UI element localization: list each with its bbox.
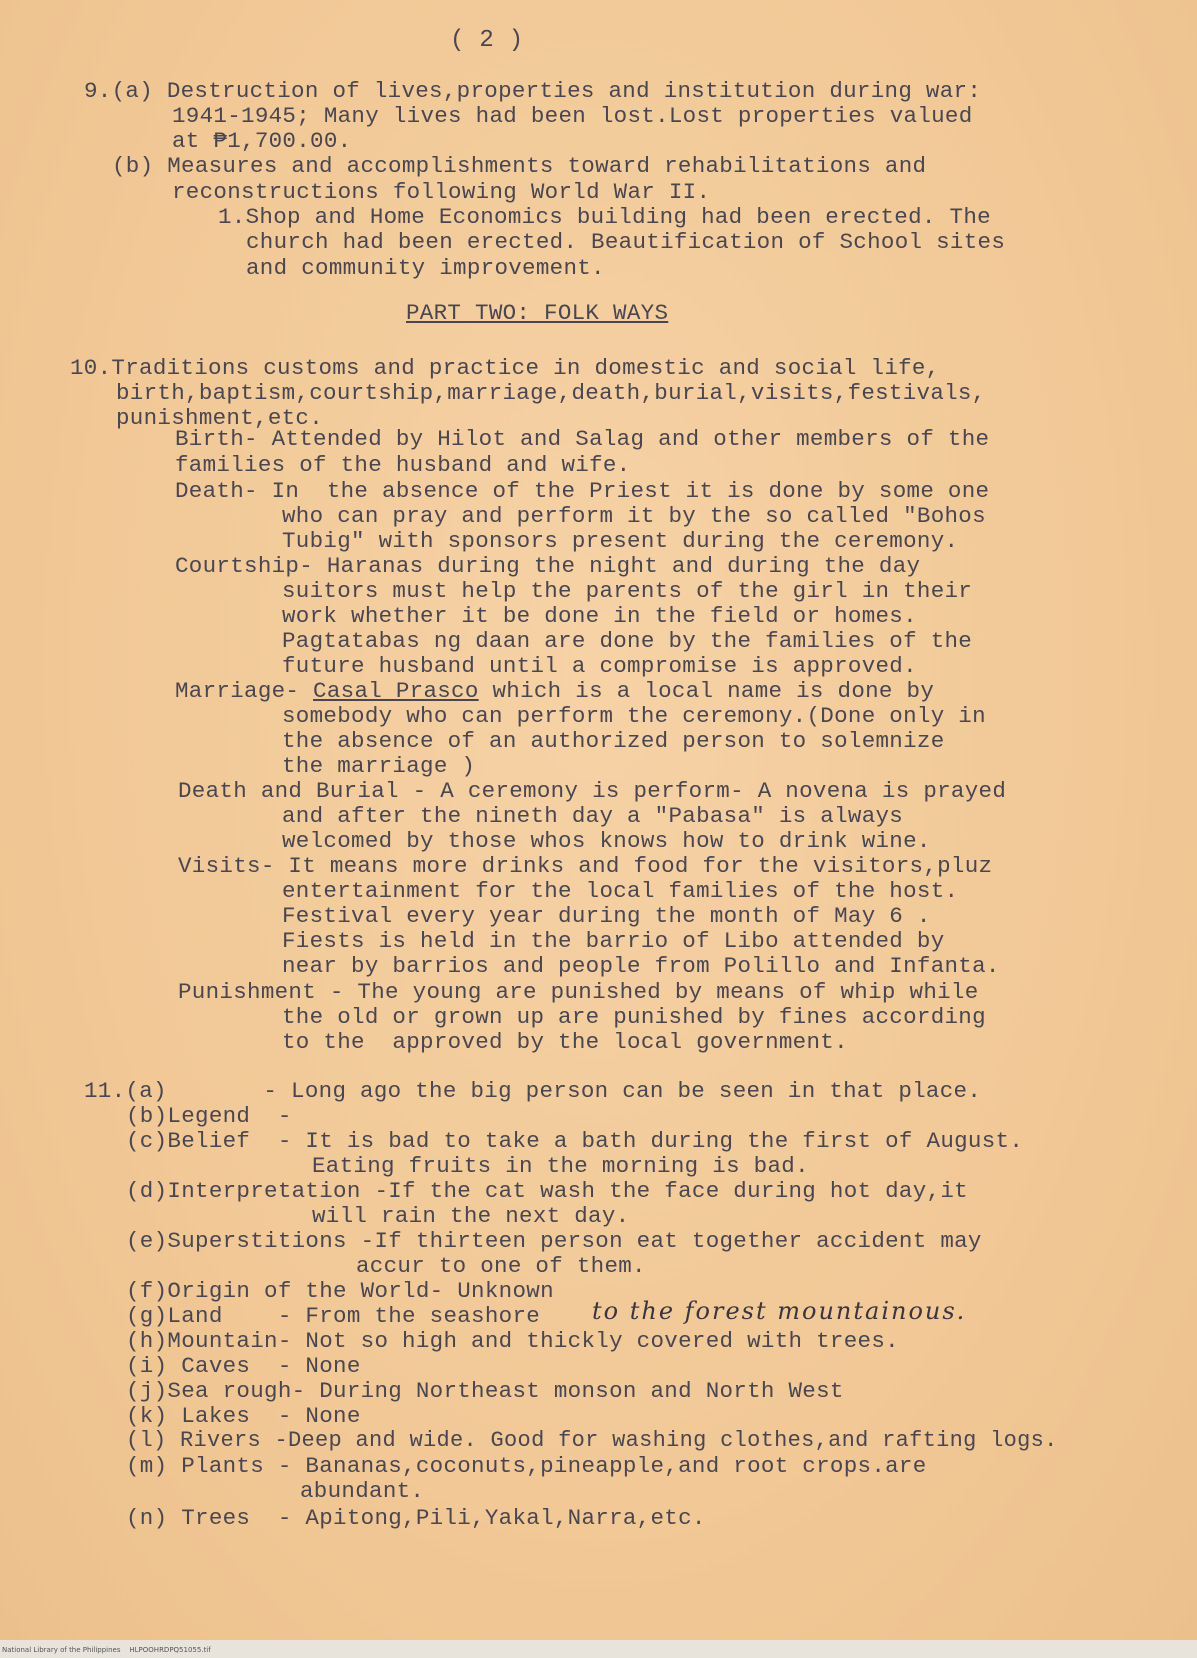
item9-a-line1: 9.(a) Destruction of lives,properties and institution during war: (84, 78, 982, 104)
item9-b-line2: reconstructions following World War II. (172, 179, 711, 205)
handwritten-land-note: to the forest mountainous. (592, 1297, 967, 1325)
item11-e-cont: accur to one of them. (356, 1253, 646, 1279)
item10-intro-3: punishment,etc. (116, 405, 324, 431)
item10-intro-1: 10.Traditions customs and practice in domestic and social life, (70, 355, 940, 381)
visits-line5: near by barrios and people from Polillo and Infanta. (282, 953, 1000, 979)
burial-line2: and after the nineth day a "Pabasa" is always (282, 803, 904, 829)
marriage-label: Marriage- (175, 678, 314, 704)
item9-b-line5: and community improvement. (246, 255, 605, 281)
courtship-line2: suitors must help the parents of the girl in their (282, 578, 973, 604)
birth-line1: Birth- Attended by Hilot and Salag and other members of the (175, 426, 990, 452)
item11-i: (i) Caves - None (126, 1353, 361, 1379)
marriage-local-name: Casal Prasco (313, 678, 479, 704)
birth-line2: families of the husband and wife. (175, 452, 631, 478)
item11-e: (e)Superstitions -If thirteen person eat together accident may (126, 1228, 982, 1254)
item11-c: (c)Belief - It is bad to take a bath during the first of August. (126, 1128, 1024, 1154)
death-line1: Death- In the absence of the Priest it is done by some one (175, 478, 990, 504)
visits-line2: entertainment for the local families of the host. (282, 878, 959, 904)
item11-d: (d)Interpretation -If the cat wash the face during hot day,it (126, 1178, 968, 1204)
death-line2: who can pray and perform it by the so called "Bohos (282, 503, 986, 529)
visits-line1: Visits- It means more drinks and food for the visitors,pluz (178, 853, 993, 879)
item11-b: (b)Legend - (126, 1103, 292, 1129)
punishment-line1: Punishment - The young are punished by means of whip while (178, 979, 979, 1005)
item11-c-cont: Eating fruits in the morning is bad. (312, 1153, 809, 1179)
marriage-rest: which is a local name is done by (478, 678, 935, 704)
visits-line4: Fiests is held in the barrio of Libo attended by (282, 928, 945, 954)
courtship-line4: Pagtatabas ng daan are done by the families of the (282, 628, 973, 654)
burial-line1: Death and Burial - A ceremony is perform- A novena is prayed (178, 778, 1007, 804)
item11-g: (g)Land - From the seashore (126, 1303, 541, 1329)
item9-a-line3: at ₱1,700.00. (172, 128, 352, 154)
item11-a: 11.(a) - Long ago the big person can be seen in that place. (84, 1078, 982, 1104)
scan-footer: National Library of the Philippines HLPOOHRDPQ51055.tif (2, 1646, 211, 1654)
marriage-line3: the absence of an authorized person to solemnize (282, 728, 945, 754)
courtship-line3: work whether it be done in the field or homes. (282, 603, 917, 629)
marriage-line2: somebody who can perform the ceremony.(Done only in (282, 703, 986, 729)
item11-d-cont: will rain the next day. (312, 1203, 630, 1229)
item9-b-line1: (b) Measures and accomplishments toward rehabilitations and (112, 153, 927, 179)
item11-f: (f)Origin of the World- Unknown (126, 1278, 554, 1304)
punishment-line3: to the approved by the local government. (282, 1029, 848, 1055)
item11-l: (l) Rivers -Deep and wide. Good for washing clothes,and rafting logs. (126, 1428, 1058, 1453)
punishment-line2: the old or grown up are punished by fines according (282, 1004, 986, 1030)
item11-j: (j)Sea rough- During Northeast monson and North West (126, 1378, 844, 1404)
item9-b-line4: church had been erected. Beautification of School sites (246, 229, 1006, 255)
item11-k: (k) Lakes - None (126, 1403, 361, 1429)
marriage-line1 (175, 678, 934, 704)
item11-m: (m) Plants - Bananas,coconuts,pineapple,and root crops.are (126, 1453, 927, 1479)
courtship-line1: Courtship- Haranas during the night and during the day (175, 553, 921, 579)
item11-n: (n) Trees - Apitong,Pili,Yakal,Narra,etc. (126, 1505, 706, 1531)
item10-intro-2: birth,baptism,courtship,marriage,death,burial,visits,festivals, (116, 380, 986, 406)
page-number: ( 2 ) (450, 27, 524, 54)
marriage-line4: the marriage ) (282, 753, 476, 779)
burial-line3: welcomed by those whos knows how to drink wine. (282, 828, 931, 854)
item9-a-line2: 1941-1945; Many lives had been lost.Lost properties valued (172, 103, 973, 129)
part-two-heading: PART TWO: FOLK WAYS (406, 300, 669, 326)
courtship-line5: future husband until a compromise is approved. (282, 653, 917, 679)
visits-line3: Festival every year during the month of May 6 . (282, 903, 931, 929)
death-line3: Tubig" with sponsors present during the ceremony. (282, 528, 959, 554)
item11-h: (h)Mountain- Not so high and thickly covered with trees. (126, 1328, 899, 1354)
item9-b-line3: 1.Shop and Home Economics building had been erected. The (218, 204, 991, 230)
item11-m-cont: abundant. (300, 1478, 425, 1504)
